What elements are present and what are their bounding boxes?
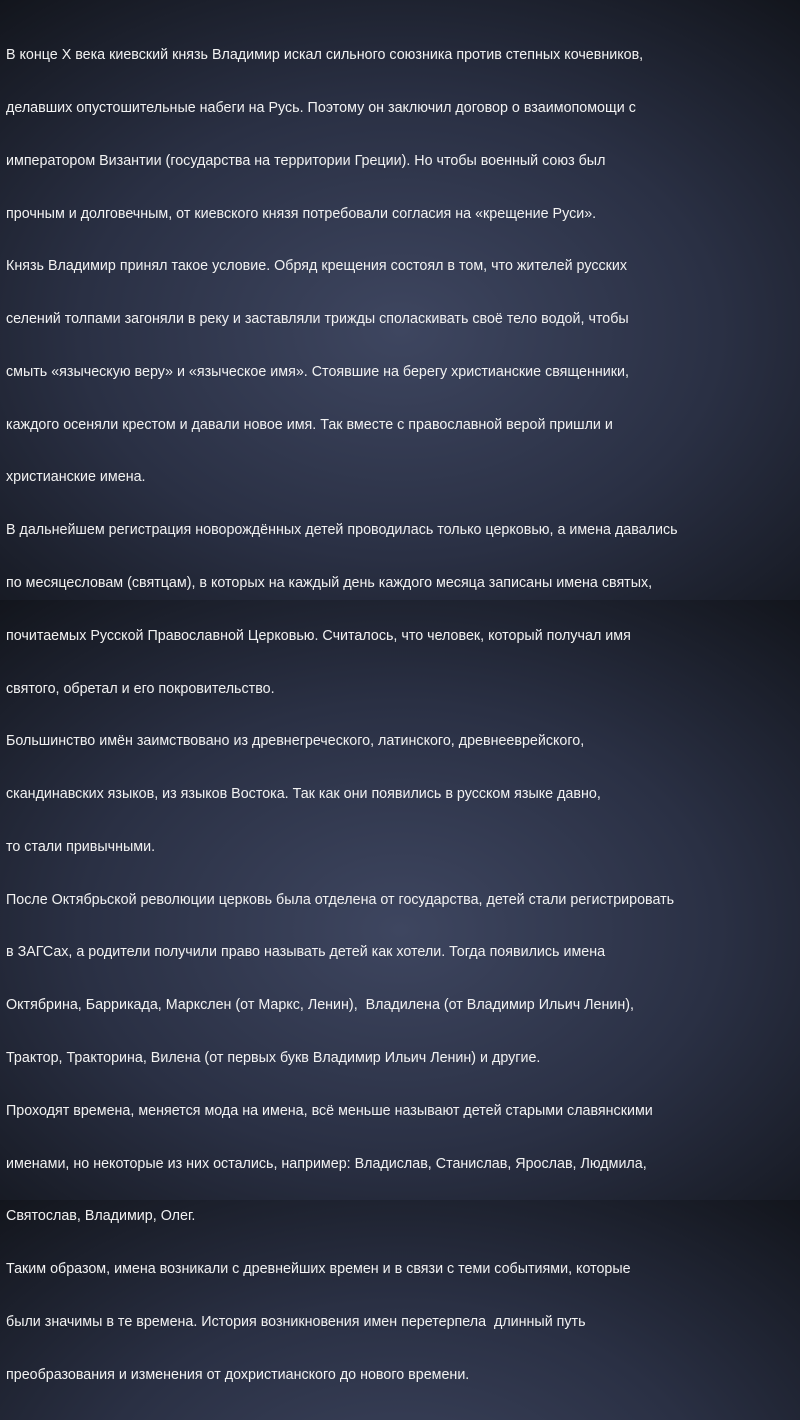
text-line: то стали привычными.: [6, 838, 156, 855]
text-line: каждого осеняли крестом и давали новое имя. Так вместе с православной верой пришли и: [6, 416, 613, 433]
text-line: почитаемых Русской Православной Церковью. Считалось, что человек, который получал имя: [6, 627, 631, 644]
text-line: именами, но некоторые из них остались, например: Владислав, Станислав, Ярослав, Людмила,: [6, 1155, 647, 1172]
text-line: В дальнейшем регистрация новорождённых детей проводилась только церковью, а имена давались: [6, 522, 678, 539]
text-line: в ЗАГСах, а родители получили право называть детей как хотели. Тогда появились имена: [6, 944, 606, 961]
text-line: Таким образом, имена возникали с древнейших времен и в связи с теми событиями, которые: [6, 1261, 631, 1278]
text-line: святого, обретал и его покровительство.: [6, 680, 275, 697]
text-line: Трактор, Тракторина, Вилена (от первых букв Владимир Ильич Ленин) и другие.: [6, 1050, 541, 1067]
text-line: христианские имена.: [6, 469, 146, 486]
text-line: прочным и долговечным, от киевского князя потребовали согласия на «крещение Руси».: [6, 205, 597, 222]
text-line: селений толпами загоняли в реку и заставляли трижды споласкивать своё тело водой, чтобы: [6, 311, 629, 328]
text-line: Святослав, Владимир, Олег.: [6, 1208, 196, 1225]
text-line: скандинавских языков, из языков Востока. Так как они появились в русском языке давно,: [6, 786, 601, 803]
text-line: по месяцесловам (святцам), в которых на каждый день каждого месяца записаны имена святых,: [6, 575, 653, 591]
text-line: После Октябрьской революции церковь была отделена от государства, детей стали регистрировать: [6, 891, 675, 908]
text-line: были значимы в те времена. История возникновения имен перетерпела длинный путь: [6, 1313, 586, 1330]
text-line: Октябрина, Баррикада, Маркслен (от Маркс, Ленин), Владилена (от Владимир Ильич Ленин),: [6, 997, 635, 1014]
text-line: Большинство имён заимствовано из древнегреческого, латинского, древнееврейского,: [6, 733, 585, 750]
text-line: делавших опустошительные набеги на Русь. Поэтому он заключил договор о взаимопомощи с: [6, 99, 636, 116]
text-line: Проходят времена, меняется мода на имена, всё меньше называют детей старыми славянскими: [6, 1102, 653, 1119]
slide-body-text: [6, 12, 796, 1420]
text-line: Князь Владимир принял такое условие. Обряд крещения состоял в том, что жителей русских: [6, 258, 627, 275]
text-line: преобразования и изменения от дохристианского до нового времени.: [6, 1366, 470, 1383]
text-line: императором Византии (государства на территории Греции). Но чтобы военный союз был: [6, 152, 606, 169]
text-line: В конце Х века киевский князь Владимир искал сильного союзника против степных кочевников,: [6, 47, 644, 64]
text-line: смыть «языческую веру» и «языческое имя». Стоявшие на берегу христианские священники,: [6, 363, 629, 380]
